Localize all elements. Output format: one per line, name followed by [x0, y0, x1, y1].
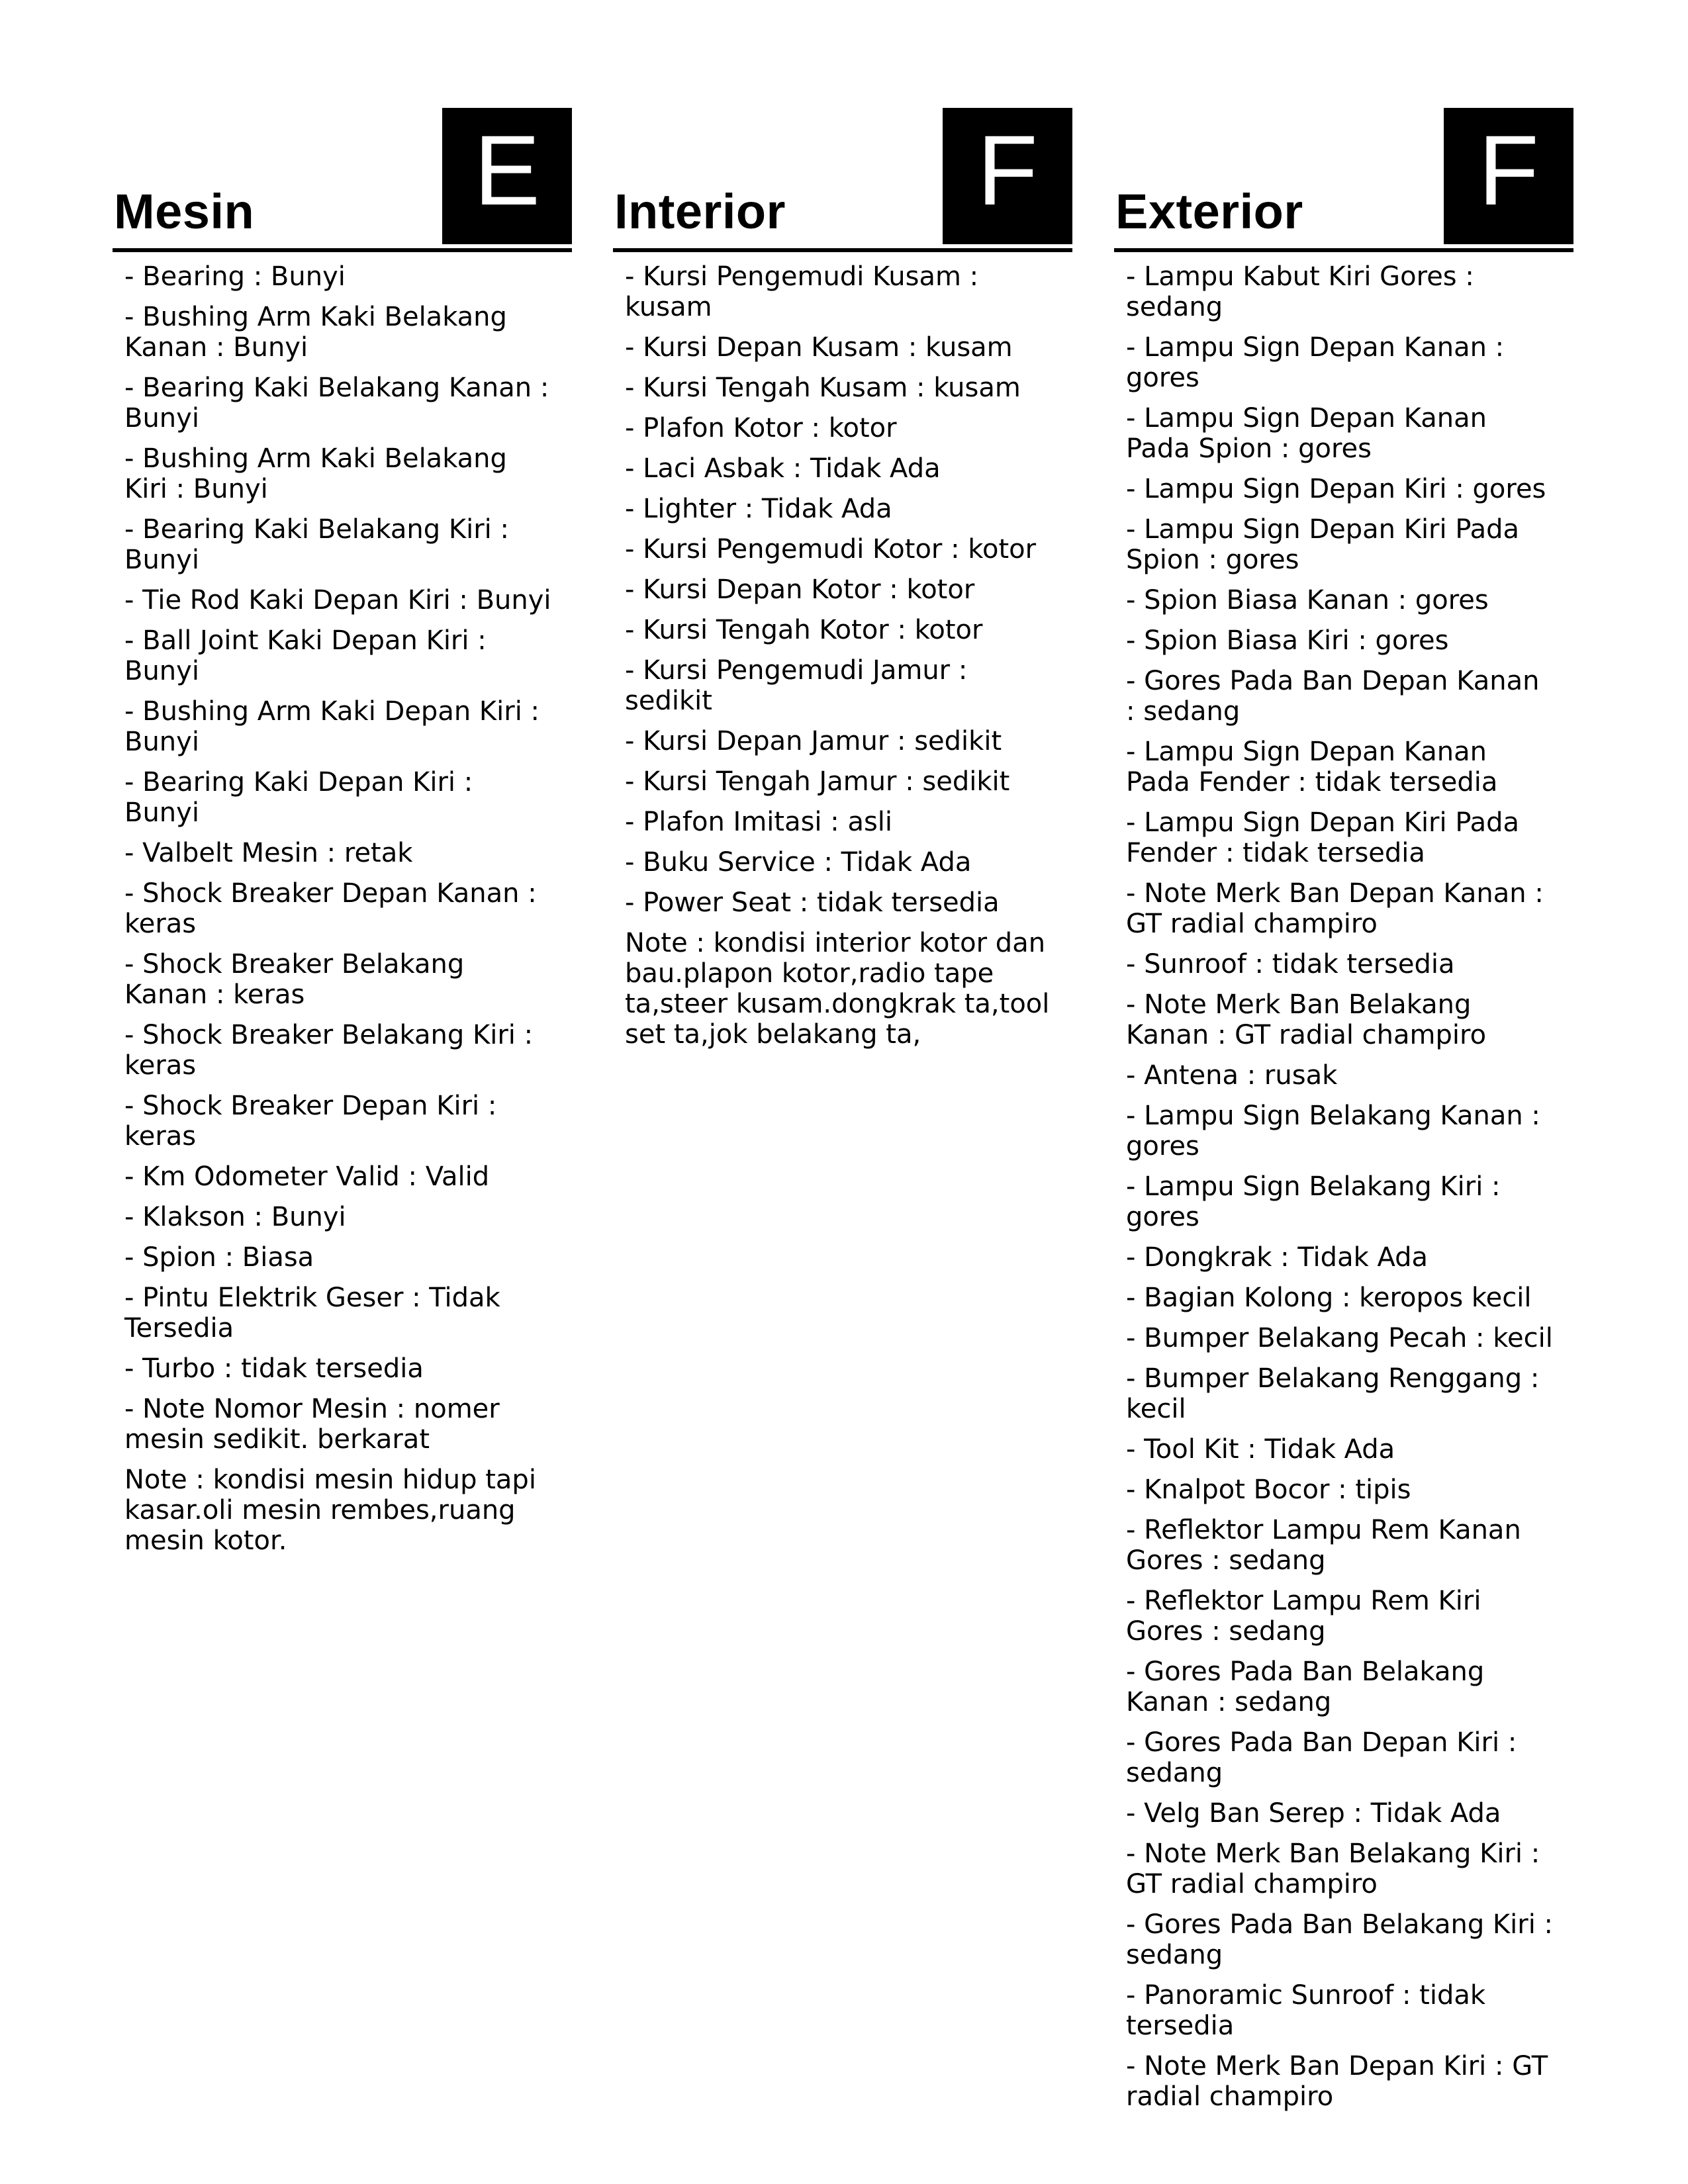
list-item: - Note Merk Ban Belakang Kanan : GT radial champiro: [1126, 989, 1487, 1050]
list-item: - Antena : rusak: [1126, 1060, 1338, 1091]
list-item: - Bearing Kaki Belakang Kiri : Bunyi: [124, 514, 509, 575]
list-item: - Lampu Sign Depan Kiri Pada Fender : tidak tersedia: [1126, 807, 1520, 868]
list-item: - Lighter : Tidak Ada: [625, 494, 892, 524]
list-item: - Lampu Sign Depan Kanan Pada Spion : gores: [1126, 403, 1487, 464]
list-item: - Lampu Sign Belakang Kiri : gores: [1126, 1171, 1501, 1232]
list-item: - Gores Pada Ban Depan Kiri : sedang: [1126, 1727, 1517, 1788]
list-item: - Bearing Kaki Belakang Kanan : Bunyi: [124, 373, 549, 433]
list-item: - Km Odometer Valid : Valid: [124, 1161, 490, 1192]
list-item: - Panoramic Sunroof : tidak tersedia: [1126, 1980, 1486, 2041]
list-item: - Bearing Kaki Depan Kiri : Bunyi: [124, 767, 473, 828]
note-interior: Note : kondisi interior kotor dan bau.plapon kotor,radio tape ta,steer kusam.dongkrak ta,tool set ta,jok belakang ta,: [625, 928, 1050, 1050]
list-item: - Klakson : Bunyi: [124, 1202, 346, 1232]
list-item: - Note Merk Ban Depan Kanan : GT radial champiro: [1126, 878, 1544, 939]
list-item: - Shock Breaker Belakang Kiri : keras: [124, 1020, 534, 1081]
list-item: - Dongkrak : Tidak Ada: [1126, 1242, 1429, 1273]
list-item: - Spion Biasa Kiri : gores: [1126, 625, 1449, 656]
list-item: - Shock Breaker Belakang Kanan : keras: [124, 949, 465, 1010]
section-title-exterior: Exterior: [1115, 184, 1303, 239]
list-item: - Ball Joint Kaki Depan Kiri : Bunyi: [124, 625, 487, 686]
list-item: - Kursi Tengah Kotor : kotor: [625, 615, 983, 645]
list-item: - Note Merk Ban Belakang Kiri : GT radial champiro: [1126, 1839, 1540, 1899]
list-item: - Bearing : Bunyi: [124, 261, 346, 292]
list-item: - Knalpot Bocor : tipis: [1126, 1475, 1411, 1505]
list-item: - Bumper Belakang Renggang : kecil: [1126, 1363, 1540, 1424]
item-list-exterior: [1114, 252, 1556, 2112]
note-mesin: Note : kondisi mesin hidup tapi kasar.oli mesin rembes,ruang mesin kotor.: [124, 1465, 536, 1556]
list-item: - Kursi Depan Jamur : sedikit: [625, 726, 1002, 756]
list-item: - Tie Rod Kaki Depan Kiri : Bunyi: [124, 585, 551, 615]
list-item: - Kursi Depan Kusam : kusam: [625, 332, 1013, 363]
list-item: - Reflektor Lampu Rem Kanan Gores : sedang: [1126, 1515, 1521, 1576]
item-list-interior: [613, 252, 1055, 918]
list-item: - Spion : Biasa: [124, 1242, 314, 1273]
list-item: - Bushing Arm Kaki Belakang Kanan : Bunyi: [124, 302, 507, 363]
list-item: - Plafon Imitasi : asli: [625, 807, 893, 837]
list-item: - Tool Kit : Tidak Ada: [1126, 1434, 1395, 1465]
list-item: - Turbo : tidak tersedia: [124, 1353, 424, 1384]
list-item: - Laci Asbak : Tidak Ada: [625, 453, 941, 484]
list-item: - Lampu Sign Depan Kiri : gores: [1126, 474, 1546, 504]
section-mesin: [113, 108, 572, 1556]
list-item: - Lampu Kabut Kiri Gores : sedang: [1126, 261, 1474, 322]
list-item: - Spion Biasa Kanan : gores: [1126, 585, 1489, 615]
list-item: - Bumper Belakang Pecah : kecil: [1126, 1323, 1553, 1353]
grade-badge-interior: F: [943, 108, 1072, 244]
list-item: - Lampu Sign Depan Kiri Pada Spion : gores: [1126, 514, 1520, 575]
section-exterior: [1114, 108, 1573, 2122]
list-item: - Gores Pada Ban Depan Kanan : sedang: [1126, 666, 1540, 727]
section-title-mesin: Mesin: [114, 184, 255, 239]
list-item: - Kursi Tengah Jamur : sedikit: [625, 766, 1010, 797]
list-item: - Kursi Depan Kotor : kotor: [625, 574, 975, 605]
section-header-exterior: [1114, 108, 1573, 252]
section-header-mesin: [113, 108, 572, 252]
item-list-mesin: [113, 252, 555, 1455]
list-item: - Valbelt Mesin : retak: [124, 838, 413, 868]
list-item: - Plafon Kotor : kotor: [625, 413, 897, 443]
list-item: - Kursi Pengemudi Jamur : sedikit: [625, 655, 968, 716]
list-item: - Pintu Elektrik Geser : Tidak Tersedia: [124, 1283, 500, 1343]
list-item: - Kursi Tengah Kusam : kusam: [625, 373, 1021, 403]
grade-badge-exterior: F: [1444, 108, 1573, 244]
grade-badge-mesin: E: [442, 108, 572, 244]
section-title-interior: Interior: [614, 184, 786, 239]
list-item: - Gores Pada Ban Belakang Kiri : sedang: [1126, 1909, 1554, 1970]
list-item: - Sunroof : tidak tersedia: [1126, 949, 1455, 979]
list-item: - Power Seat : tidak tersedia: [625, 887, 1000, 918]
list-item: - Buku Service : Tidak Ada: [625, 847, 972, 878]
list-item: - Bushing Arm Kaki Depan Kiri : Bunyi: [124, 696, 539, 757]
list-item: - Shock Breaker Depan Kanan : keras: [124, 878, 537, 939]
list-item: - Bushing Arm Kaki Belakang Kiri : Bunyi: [124, 443, 507, 504]
section-header-interior: [613, 108, 1072, 252]
list-item: - Kursi Pengemudi Kusam : kusam: [625, 261, 979, 322]
list-item: - Note Merk Ban Depan Kiri : GT radial champiro: [1126, 2051, 1548, 2112]
list-item: - Gores Pada Ban Belakang Kanan : sedang: [1126, 1657, 1485, 1717]
list-item: - Shock Breaker Depan Kiri : keras: [124, 1091, 497, 1152]
section-interior: [613, 108, 1072, 1050]
list-item: - Bagian Kolong : keropos kecil: [1126, 1283, 1532, 1313]
list-item: - Lampu Sign Depan Kanan : gores: [1126, 332, 1505, 393]
list-item: - Lampu Sign Depan Kanan Pada Fender : tidak tersedia: [1126, 737, 1498, 797]
list-item: - Reflektor Lampu Rem Kiri Gores : sedang: [1126, 1586, 1481, 1647]
list-item: - Velg Ban Serep : Tidak Ada: [1126, 1798, 1501, 1829]
list-item: - Kursi Pengemudi Kotor : kotor: [625, 534, 1037, 565]
list-item: - Lampu Sign Belakang Kanan : gores: [1126, 1101, 1540, 1161]
list-item: - Note Nomor Mesin : nomer mesin sedikit. berkarat: [124, 1394, 500, 1455]
